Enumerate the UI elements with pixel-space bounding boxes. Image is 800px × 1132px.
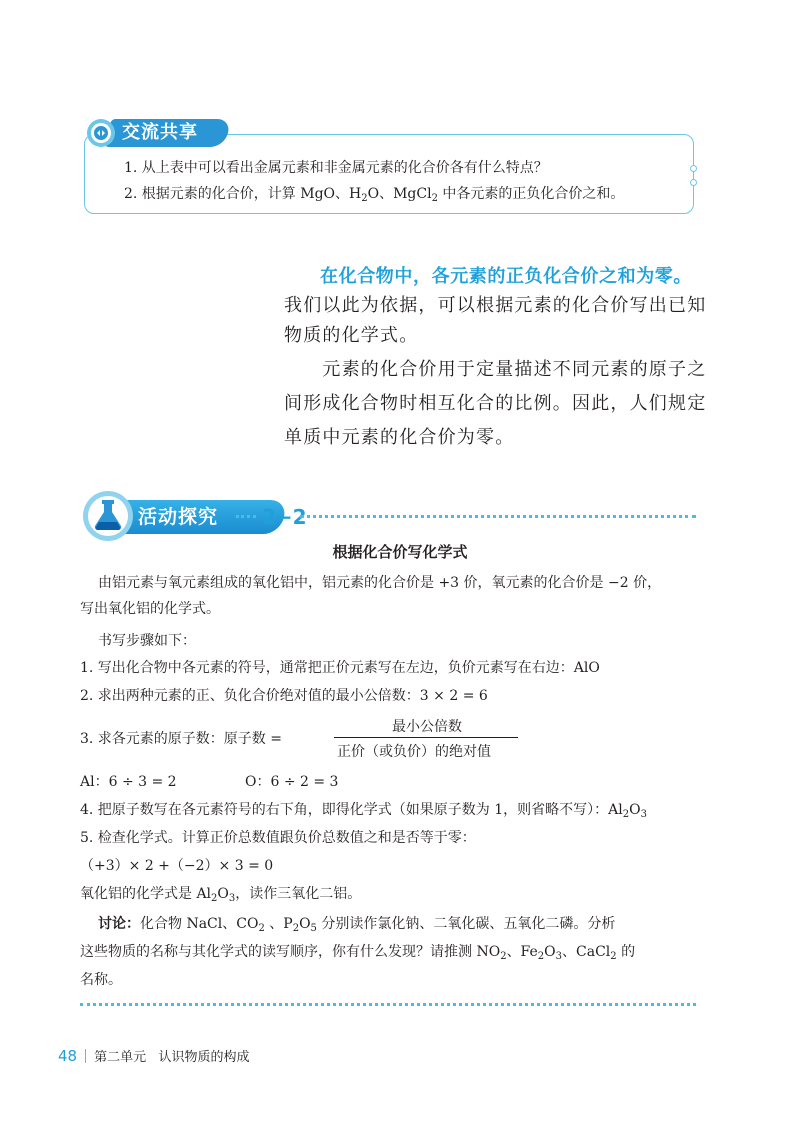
step-2: 2. 求出两种元素的正、负化合价绝对值的最小公倍数：3 × 2 = 6 — [80, 688, 488, 704]
discussion-line-1: 讨论：化合物 NaCl、$CO_2$ 、$P_2O_5$ 分别读作氯化钠、二氧化碳、五氧化二磷。分析 — [98, 916, 616, 934]
step-1: 1. 写出化合物中各元素的符号，通常把正价元素写在左边，负价元素写在右边：AlO — [80, 660, 600, 676]
result-line: 氧化铝的化学式是 $Al_2O_3$，读作三氧化二铝。 — [80, 886, 362, 904]
chapter-label: 认识物质的构成 — [158, 1050, 250, 1065]
intro-line-2: 写出氧化铝的化学式。 — [80, 601, 220, 617]
exchange-icon — [86, 118, 116, 148]
intro-line-1: 由铝元素与氧元素组成的氧化铝中，铝元素的化合价是 +3 价，氧元素的化合价是 −2 价， — [98, 575, 662, 591]
paragraph-line: 间形成化合物时相互化合的比例。因此，人们规定 — [284, 393, 707, 414]
activity-number: 2−2 — [262, 505, 307, 529]
paragraph-line: 我们以此为依据，可以根据元素的化合价写出已知 — [284, 295, 707, 316]
al-calculation: Al：6 ÷ 3 = 2 — [80, 774, 177, 790]
paragraph-line: 物质的化学式。 — [284, 325, 419, 346]
activity-header — [80, 482, 700, 542]
flask-icon — [80, 486, 140, 542]
discussion-line-2: 这些物质的名称与其化学式的读写顺序，你有什么发现？请推测 $NO_2$、$Fe_2O_3$、CaCl$_2$ 的 — [80, 944, 636, 962]
o-calculation: O：6 ÷ 2 = 3 — [245, 774, 339, 790]
paragraph-line: 元素的化合价用于定量描述不同元素的原子之 — [284, 359, 707, 380]
side-dot-bottom — [690, 179, 697, 186]
side-dot-top — [690, 165, 697, 172]
activity-bottom-dotted-rule — [80, 1003, 696, 1006]
fraction-numerator: 最小公倍数 — [392, 719, 462, 735]
share-header — [80, 117, 240, 147]
discussion-line-3: 名称。 — [80, 972, 122, 988]
page-footer — [58, 1046, 250, 1065]
step-3-label: 3. 求各元素的原子数：原子数 = — [80, 731, 282, 747]
activity-small-dots — [236, 515, 256, 518]
unit-label: 第二单元 — [94, 1050, 147, 1065]
share-question-2: 2. 根据元素的化合价，计算 MgO、$H_2O$、MgCl$_2$ 中各元素的正负化合价之和。 — [124, 186, 625, 204]
discussion-label: 讨论： — [98, 916, 140, 932]
step-4: 4. 把原子数写在各元素符号的右下角，即得化学式（如果原子数为 1，则省略不写）：$Al_2O_3$ — [80, 802, 647, 820]
check-equation: （+3）× 2 +（−2）× 3 = 0 — [80, 858, 274, 874]
share-question-1: 1. 从上表中可以看出金属元素和非金属元素的化合价各有什么特点？ — [124, 160, 548, 176]
activity-title: 活动探究 — [138, 506, 219, 528]
activity-top-dotted-rule — [300, 515, 696, 518]
page-number: 48 — [58, 1047, 78, 1065]
key-statement: 在化合物中，各元素的正负化合价之和为零。 — [320, 266, 692, 287]
fraction-bar — [334, 737, 518, 738]
footer-separator — [85, 1049, 86, 1063]
share-title: 交流共享 — [122, 122, 198, 143]
fraction-denominator: 正价（或负价）的绝对值 — [337, 744, 491, 760]
step-5: 5. 检查化学式。计算正价总数值跟负价总数值之和是否等于零： — [80, 830, 476, 846]
paragraph-line: 单质中元素的化合价为零。 — [284, 427, 515, 448]
activity-subtitle: 根据化合价写化学式 — [332, 543, 468, 561]
steps-label: 书写步骤如下： — [98, 633, 196, 649]
